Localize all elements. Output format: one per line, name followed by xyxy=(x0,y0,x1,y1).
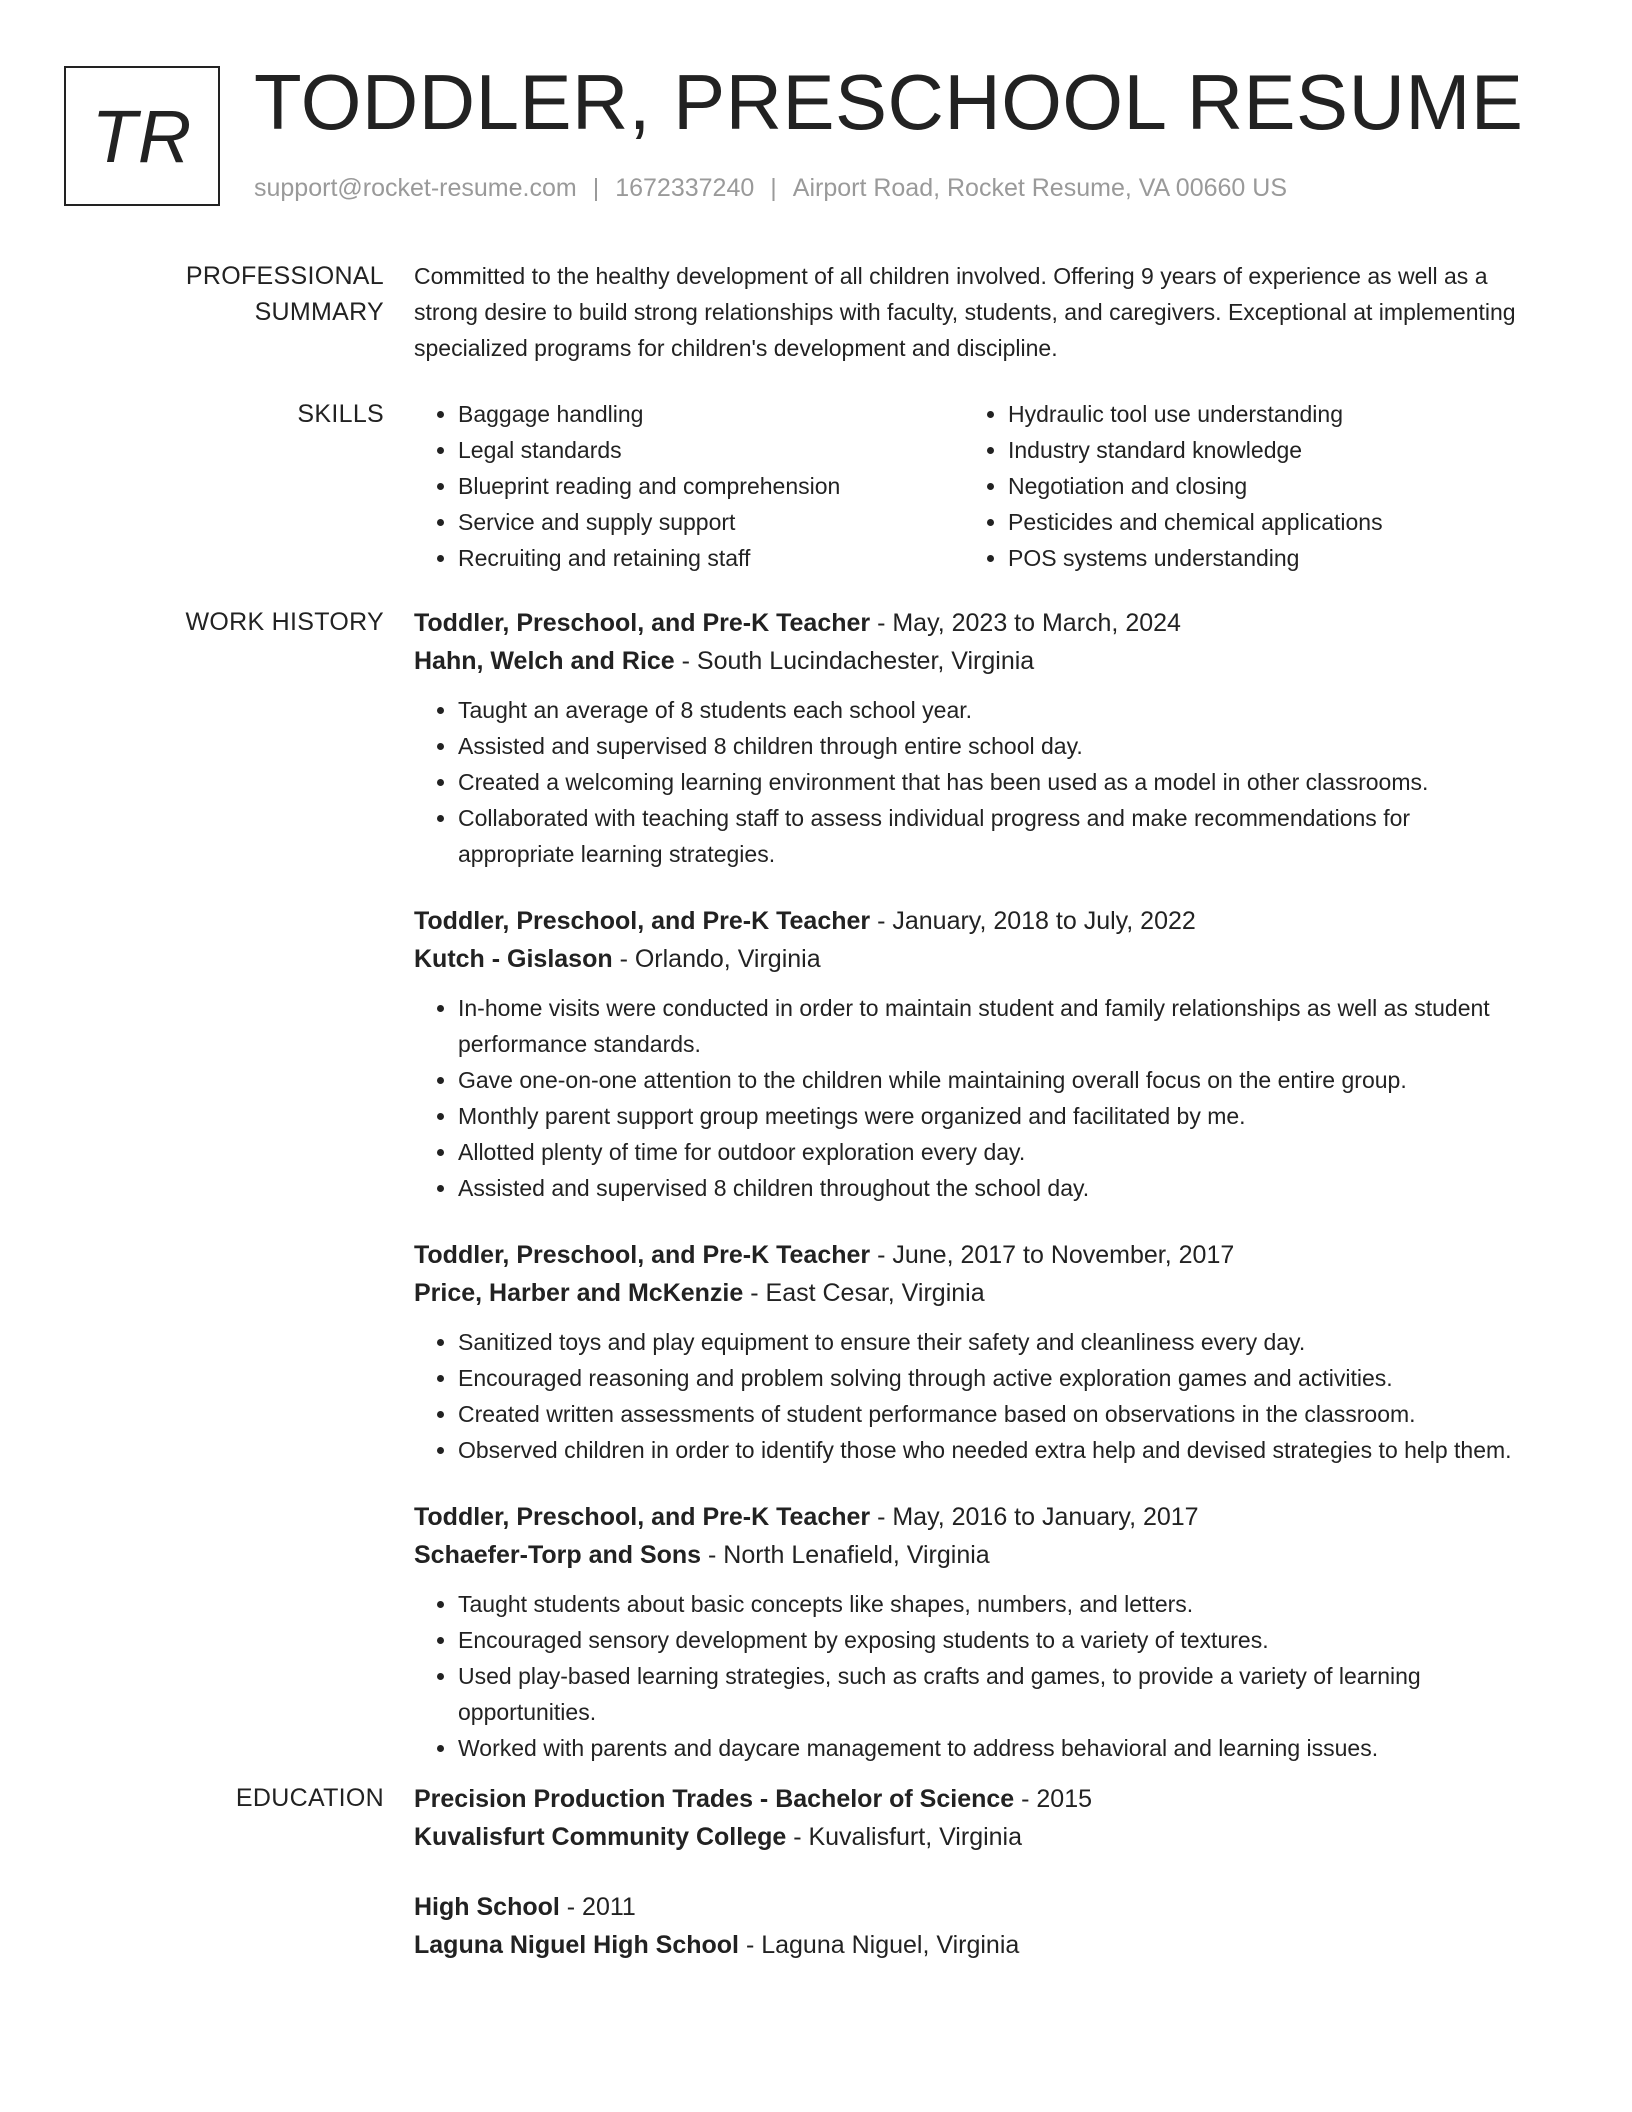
job-entry xyxy=(414,1236,1564,1468)
skills-column-left xyxy=(414,396,964,576)
job-title-line xyxy=(414,604,1564,642)
skill-item: • POS systems understanding xyxy=(1008,540,1514,576)
education-entry xyxy=(414,1888,1564,1964)
job-company-line xyxy=(414,642,1564,680)
resume-header xyxy=(64,58,1564,210)
resume-content xyxy=(64,258,1564,1996)
job-dates: - May, 2023 to March, 2024 xyxy=(870,609,1181,637)
job-bullet: • Assisted and supervised 8 children throughout the school day. xyxy=(458,1170,1519,1206)
skills-grid xyxy=(414,396,1519,576)
education-location: - Laguna Niguel, Virginia xyxy=(739,1931,1020,1959)
job-dates: - May, 2016 to January, 2017 xyxy=(870,1503,1199,1531)
education-year: - 2015 xyxy=(1014,1785,1093,1813)
job-company-line xyxy=(414,940,1564,978)
education-section xyxy=(64,1780,1564,1996)
contact-phone[interactable]: 1672337240 xyxy=(615,174,755,202)
education-school-line xyxy=(414,1926,1564,1964)
job-dates: - January, 2018 to July, 2022 xyxy=(870,907,1196,935)
job-bullets xyxy=(414,1586,1519,1766)
section-body xyxy=(414,396,1564,576)
monogram-badge: TR xyxy=(64,66,220,206)
skill-item: • Service and supply support xyxy=(458,504,964,540)
skill-item: • Blueprint reading and comprehension xyxy=(458,468,964,504)
education-year: - 2011 xyxy=(559,1893,636,1921)
job-bullet: • Encouraged sensory development by exposing students to a variety of textures. xyxy=(458,1622,1519,1658)
job-company-line xyxy=(414,1274,1564,1312)
job-company: Kutch - Gislason xyxy=(414,945,613,973)
job-bullet: • Created written assessments of student performance based on observations in the classroom. xyxy=(458,1396,1519,1432)
contact-email[interactable]: support@rocket-resume.com xyxy=(254,174,577,202)
section-title: EDUCATION xyxy=(235,1784,384,1812)
job-bullets xyxy=(414,1324,1519,1468)
skills-section xyxy=(64,396,1564,576)
job-bullet: • Sanitized toys and play equipment to ensure their safety and cleanliness every day. xyxy=(458,1324,1519,1360)
skill-item: • Baggage handling xyxy=(458,396,964,432)
job-title-line xyxy=(414,1236,1564,1274)
job-bullet: • Encouraged reasoning and problem solving through active exploration games and activities. xyxy=(458,1360,1519,1396)
job-bullet: • Created a welcoming learning environment that has been used as a model in other classrooms. xyxy=(458,764,1519,800)
section-body xyxy=(414,604,1564,1780)
job-bullet: • Used play-based learning strategies, such as crafts and games, to provide a variety of learning opportunities. xyxy=(458,1658,1519,1730)
job-bullets xyxy=(414,990,1519,1206)
job-bullet: • Gave one-on-one attention to the children while maintaining overall focus on the entire group. xyxy=(458,1062,1519,1098)
job-bullet: • Worked with parents and daycare management to address behavioral and learning issues. xyxy=(458,1730,1519,1766)
job-location: - Orlando, Virginia xyxy=(612,945,821,973)
summary-section xyxy=(64,258,1564,366)
education-location: - Kuvalisfurt, Virginia xyxy=(786,1823,1023,1851)
contact-line xyxy=(254,174,1287,203)
resume-title: TODDLER, PRESCHOOL RESUME xyxy=(254,58,1524,146)
education-degree: Precision Production Trades - Bachelor of Science xyxy=(414,1785,1015,1813)
job-entry xyxy=(414,902,1564,1206)
job-bullet: • Taught students about basic concepts like shapes, numbers, and letters. xyxy=(458,1586,1519,1622)
skills-column-right xyxy=(964,396,1514,576)
education-degree-line xyxy=(414,1888,1564,1926)
job-bullet: • Assisted and supervised 8 children through entire school day. xyxy=(458,728,1519,764)
job-bullet: • Collaborated with teaching staff to assess individual progress and make recommendations for appropriate learning strategies. xyxy=(458,800,1519,872)
education-school: Laguna Niguel High School xyxy=(414,1931,739,1959)
job-bullet: • Monthly parent support group meetings were organized and facilitated by me. xyxy=(458,1098,1519,1134)
skill-item: • Recruiting and retaining staff xyxy=(458,540,964,576)
section-title: SKILLS xyxy=(297,400,384,428)
job-dates: - June, 2017 to November, 2017 xyxy=(870,1241,1235,1269)
contact-separator: | xyxy=(770,174,777,202)
work-history-section xyxy=(64,604,1564,1780)
job-title-line xyxy=(414,902,1564,940)
summary-text: Committed to the healthy development of all children involved. Offering 9 years of experience as well as a strong desire to build strong relationships with faculty, students, and caregivers. Exceptional at implementing specialized programs for children's development and discipline. xyxy=(414,263,1516,361)
section-title: WORK HISTORY xyxy=(185,608,384,636)
job-entry xyxy=(414,604,1564,872)
job-bullet: • Allotted plenty of time for outdoor exploration every day. xyxy=(458,1134,1519,1170)
job-location: - East Cesar, Virginia xyxy=(743,1279,985,1307)
job-title-line xyxy=(414,1498,1564,1536)
job-company-line xyxy=(414,1536,1564,1574)
education-degree-line xyxy=(414,1780,1564,1818)
job-bullets xyxy=(414,692,1519,872)
job-role: Toddler, Preschool, and Pre-K Teacher xyxy=(414,907,871,935)
education-school-line xyxy=(414,1818,1564,1856)
section-body xyxy=(414,258,1564,366)
job-entry xyxy=(414,1498,1564,1766)
job-bullet: • Observed children in order to identify those who needed extra help and devised strategies to help them. xyxy=(458,1432,1519,1468)
section-title: PROFESSIONAL SUMMARY xyxy=(185,262,384,326)
job-company: Hahn, Welch and Rice xyxy=(414,647,675,675)
contact-address: Airport Road, Rocket Resume, VA 00660 US xyxy=(792,174,1287,202)
job-bullet: • Taught an average of 8 students each school year. xyxy=(458,692,1519,728)
job-bullet: • In-home visits were conducted in order to maintain student and family relationships as well as student performance standards. xyxy=(458,990,1519,1062)
skill-item: • Hydraulic tool use understanding xyxy=(1008,396,1514,432)
job-role: Toddler, Preschool, and Pre-K Teacher xyxy=(414,1503,871,1531)
contact-separator: | xyxy=(592,174,600,202)
education-school: Kuvalisfurt Community College xyxy=(414,1823,787,1851)
education-entry xyxy=(414,1780,1564,1856)
skill-item: • Industry standard knowledge xyxy=(1008,432,1514,468)
job-company: Price, Harber and McKenzie xyxy=(414,1279,744,1307)
education-degree: High School xyxy=(414,1893,560,1921)
job-location: - North Lenafield, Virginia xyxy=(701,1541,990,1569)
job-company: Schaefer-Torp and Sons xyxy=(414,1541,702,1569)
skill-item: • Pesticides and chemical applications xyxy=(1008,504,1514,540)
job-location: - South Lucindachester, Virginia xyxy=(674,647,1035,675)
job-role: Toddler, Preschool, and Pre-K Teacher xyxy=(414,1241,871,1269)
skill-item: • Negotiation and closing xyxy=(1008,468,1514,504)
job-role: Toddler, Preschool, and Pre-K Teacher xyxy=(414,609,871,637)
section-body xyxy=(414,1780,1564,1996)
skill-item: • Legal standards xyxy=(458,432,964,468)
